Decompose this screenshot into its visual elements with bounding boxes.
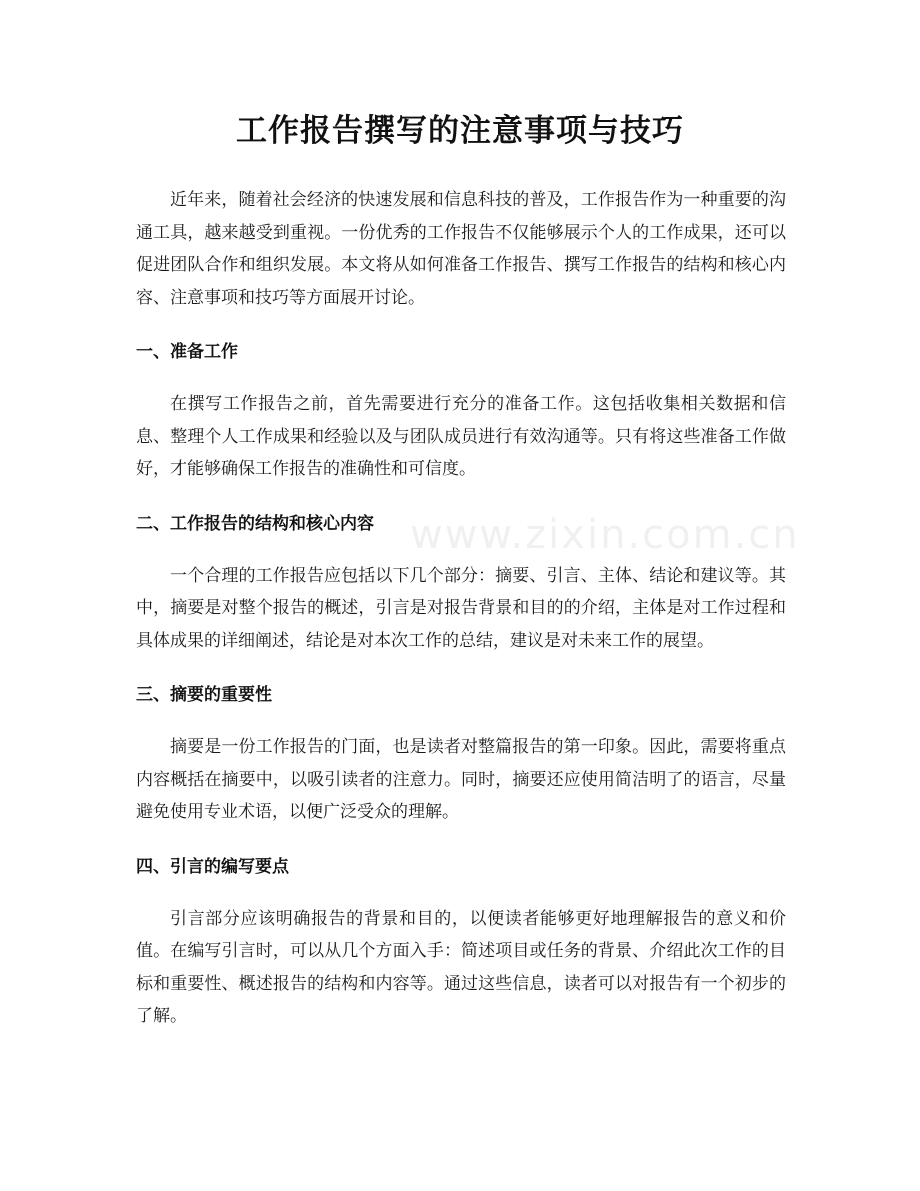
section-heading-introduction: 四、引言的编写要点 [136, 856, 289, 877]
intro-paragraph: 近年来，随着社会经济的快速发展和信息科技的普及，工作报告作为一种重要的沟通工具，越来越受到重视。一份优秀的工作报告不仅能够展示个人的工作成果，还可以促进团队合作和组织发展。本文将从如何准备工作报告、撰写工作报告的结构和核心内容、注意事项和技巧等方面展开讨论。 [136, 190, 786, 308]
section-paragraph-structure: 一个合理的工作报告应包括以下几个部分：摘要、引言、主体、结论和建议等。其中，摘要是对整个报告的概述，引言是对报告背景和目的的介绍，主体是对工作过程和具体成果的详细阐述，结论是对本次工作的总结，建议是对未来工作的展望。 [136, 565, 786, 651]
section-paragraph-introduction: 引言部分应该明确报告的背景和目的，以便读者能够更好地理解报告的意义和价值。在编写引言时，可以从几个方面入手：简述项目或任务的背景、介绍此次工作的目标和重要性、概述报告的结构和内容等。通过这些信息，读者可以对报告有一个初步的了解。 [136, 908, 786, 1026]
section-paragraph-abstract: 摘要是一份工作报告的门面，也是读者对整篇报告的第一印象。因此，需要将重点内容概括在摘要中，以吸引读者的注意力。同时，摘要还应使用简洁明了的语言，尽量避免使用专业术语，以便广泛受众的理解。 [136, 737, 786, 822]
watermark: www.zixin.com.cn [410, 512, 800, 558]
document-body [136, 184, 800, 1033]
section-heading-structure: 二、工作报告的结构和核心内容 [136, 513, 374, 534]
section-heading-abstract: 三、摘要的重要性 [136, 685, 272, 705]
section-heading-preparation: 一、准备工作 [136, 342, 238, 362]
section-paragraph-preparation: 在撰写工作报告之前，首先需要进行充分的准备工作。这包括收集相关数据和信息、整理个人工作成果和经验以及与团队成员进行有效沟通等。只有将这些准备工作做好，才能够确保工作报告的准确性和可信度。 [136, 394, 786, 479]
document-title: 工作报告撰写的注意事项与技巧 [236, 113, 684, 149]
